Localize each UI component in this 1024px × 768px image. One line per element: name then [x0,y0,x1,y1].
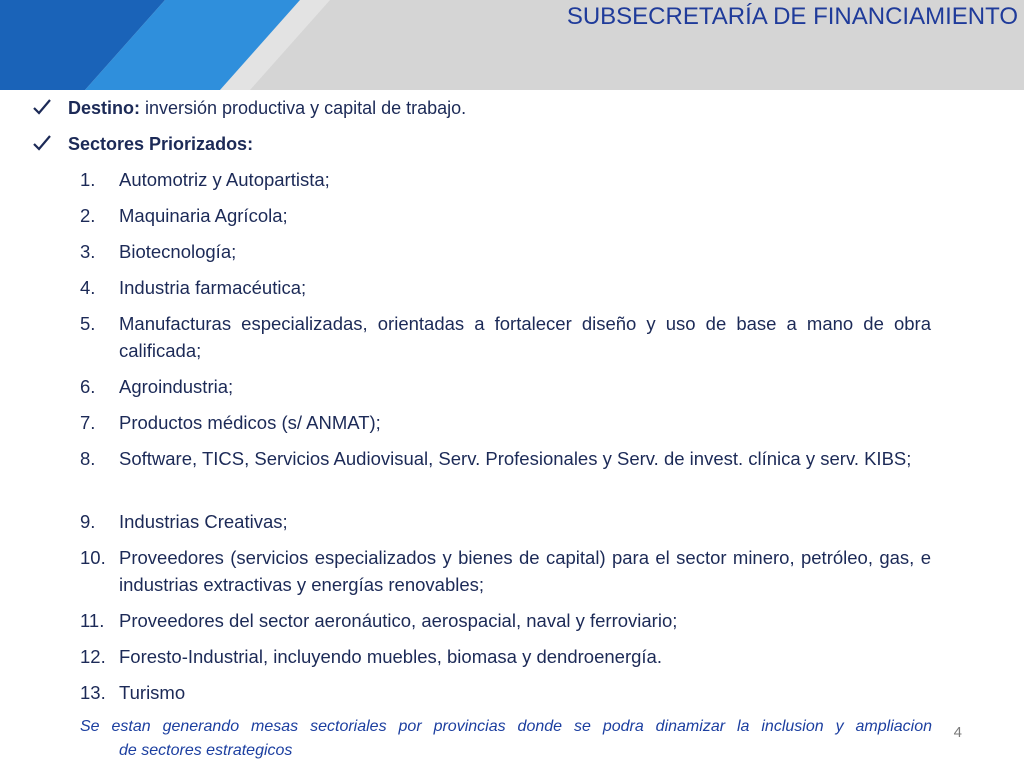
footnote-line-2: de sectores estrategicos [119,742,293,759]
list-item-number: 8. [80,448,96,469]
check-icon [32,133,52,153]
list-item-text: Proveedores (servicios especializados y bienes de capital) para el sector minero, petróleo, gas, e industrias extractivas y energías renovables; [119,547,931,595]
list-item-text: Proveedores del sector aeronáutico, aerospacial, naval y ferroviario; [119,610,678,631]
footnote-line-1: Se estan generando mesas sectoriales por provincias donde se podra dinamizar la inclusion y ampliacion [80,718,932,735]
page-number: 4 [953,724,962,741]
list-item-text: Manufacturas especializadas, orientadas a fortalecer diseño y uso de base a mano de obra calificada; [119,313,931,361]
list-item-text: Agroindustria; [119,376,234,397]
bullet-text: inversión productiva y capital de trabajo. [140,98,467,118]
list-item-text: Maquinaria Agrícola; [119,205,288,226]
list-item-text: Productos médicos (s/ ANMAT); [119,412,381,433]
list-item-number: 10. [80,547,106,568]
check-icon [32,97,52,117]
list-item-text: Turismo [119,682,186,703]
slide-header [0,0,1024,90]
list-item-text: Automotriz y Autopartista; [119,169,330,190]
list-item-number: 12. [80,646,106,667]
bullet-label: Sectores Priorizados: [68,134,254,154]
list-item-number: 11. [80,610,105,631]
bullet-label: Destino: [68,98,140,118]
list-item-number: 9. [80,511,96,532]
footnote [80,715,932,763]
list-item-text: Foresto-Industrial, incluyendo muebles, biomasa y dendroenergía. [119,646,662,667]
list-item-number: 13. [80,682,106,703]
list-item-number: 7. [80,412,96,433]
list-item-number: 2. [80,205,96,226]
list-item-number: 5. [80,313,96,334]
list-item-text: Industria farmacéutica; [119,277,307,298]
slide-title: SUBSECRETARÍA DE FINANCIAMIENTO [566,3,1018,30]
list-item-text: Biotecnología; [119,241,237,262]
list-item-number: 6. [80,376,96,397]
list-item-number: 1. [80,169,96,190]
list-item-number: 3. [80,241,96,262]
list-item-text: Industrias Creativas; [119,511,288,532]
list-item-text: Software, TICS, Servicios Audiovisual, Serv. Profesionales y Serv. de invest. clínica y serv. KIBS; [119,448,912,469]
list-item-number: 4. [80,277,96,298]
